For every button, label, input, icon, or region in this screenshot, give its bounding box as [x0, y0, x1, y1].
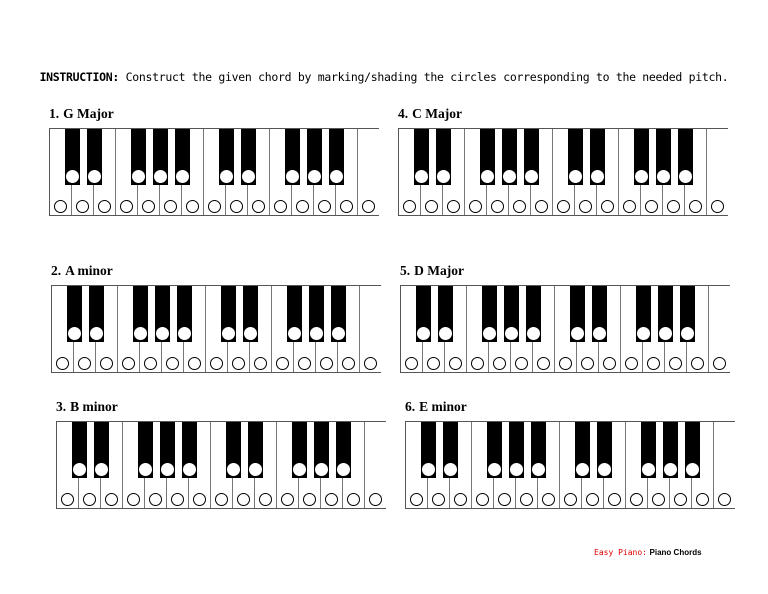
pitch-circle[interactable]	[505, 327, 518, 340]
pitch-circle[interactable]	[56, 357, 69, 370]
pitch-circle[interactable]	[447, 200, 460, 213]
pitch-circle[interactable]	[542, 493, 555, 506]
pitch-circle[interactable]	[608, 493, 621, 506]
chord-name: B minor	[70, 399, 118, 414]
pitch-circle[interactable]	[525, 170, 538, 183]
pitch-circle[interactable]	[591, 170, 604, 183]
pitch-circle[interactable]	[127, 493, 140, 506]
piano-keyboard	[51, 285, 381, 373]
pitch-circle[interactable]	[237, 493, 250, 506]
pitch-circle[interactable]	[164, 200, 177, 213]
pitch-circle[interactable]	[249, 463, 262, 476]
pitch-circle[interactable]	[142, 200, 155, 213]
pitch-circle[interactable]	[444, 463, 457, 476]
pitch-circle[interactable]	[481, 170, 494, 183]
pitch-circle[interactable]	[340, 200, 353, 213]
footer-brand: Easy Piano:	[594, 548, 647, 557]
pitch-circle[interactable]	[293, 463, 306, 476]
pitch-circle[interactable]	[288, 327, 301, 340]
black-key	[219, 129, 234, 185]
exercise-number: 2.	[51, 263, 62, 278]
pitch-circle[interactable]	[674, 493, 687, 506]
white-key	[714, 422, 736, 508]
pitch-circle[interactable]	[320, 357, 333, 370]
pitch-circle[interactable]	[642, 463, 655, 476]
pitch-circle[interactable]	[603, 357, 616, 370]
pitch-circle[interactable]	[576, 463, 589, 476]
black-key	[509, 422, 524, 478]
pitch-circle[interactable]	[296, 200, 309, 213]
black-key	[524, 129, 539, 185]
pitch-circle[interactable]	[718, 493, 731, 506]
pitch-circle[interactable]	[342, 357, 355, 370]
black-key	[575, 422, 590, 478]
pitch-circle[interactable]	[230, 200, 243, 213]
pitch-circle[interactable]	[664, 463, 677, 476]
black-key	[590, 129, 605, 185]
pitch-circle[interactable]	[713, 357, 726, 370]
pitch-circle[interactable]	[156, 327, 169, 340]
black-key	[89, 286, 104, 342]
black-key	[94, 422, 109, 478]
black-key	[241, 129, 256, 185]
exercise-number: 1.	[49, 106, 60, 121]
pitch-circle[interactable]	[679, 170, 692, 183]
pitch-circle[interactable]	[183, 463, 196, 476]
pitch-circle[interactable]	[652, 493, 665, 506]
black-key	[414, 129, 429, 185]
pitch-circle[interactable]	[171, 493, 184, 506]
piano-keyboard	[398, 128, 728, 216]
footer	[594, 548, 702, 557]
pitch-circle[interactable]	[215, 493, 228, 506]
black-key	[421, 422, 436, 478]
pitch-circle[interactable]	[132, 170, 145, 183]
pitch-circle[interactable]	[61, 493, 74, 506]
pitch-circle[interactable]	[623, 200, 636, 213]
pitch-circle[interactable]	[510, 463, 523, 476]
pitch-circle[interactable]	[635, 170, 648, 183]
pitch-circle[interactable]	[476, 493, 489, 506]
exercise-title	[49, 106, 114, 122]
pitch-circle[interactable]	[149, 493, 162, 506]
pitch-circle[interactable]	[657, 170, 670, 183]
black-key	[663, 422, 678, 478]
black-key	[436, 129, 451, 185]
pitch-circle[interactable]	[208, 200, 221, 213]
piano-keyboard	[400, 285, 730, 373]
black-key	[502, 129, 517, 185]
black-key	[314, 422, 329, 478]
white-key	[365, 422, 387, 508]
black-key	[504, 286, 519, 342]
pitch-circle[interactable]	[647, 357, 660, 370]
black-key	[678, 129, 693, 185]
pitch-circle[interactable]	[513, 200, 526, 213]
pitch-circle[interactable]	[598, 463, 611, 476]
pitch-circle[interactable]	[369, 493, 382, 506]
black-key	[680, 286, 695, 342]
pitch-circle[interactable]	[625, 357, 638, 370]
pitch-circle[interactable]	[659, 327, 672, 340]
pitch-circle[interactable]	[469, 200, 482, 213]
pitch-circle[interactable]	[83, 493, 96, 506]
pitch-circle[interactable]	[100, 357, 113, 370]
pitch-circle[interactable]	[90, 327, 103, 340]
pitch-circle[interactable]	[315, 463, 328, 476]
pitch-circle[interactable]	[637, 327, 650, 340]
pitch-circle[interactable]	[593, 327, 606, 340]
pitch-circle[interactable]	[483, 327, 496, 340]
black-key	[131, 129, 146, 185]
black-key	[177, 286, 192, 342]
chord-name: G Major	[63, 106, 114, 121]
pitch-circle[interactable]	[557, 200, 570, 213]
pitch-circle[interactable]	[691, 357, 704, 370]
black-key	[309, 286, 324, 342]
pitch-circle[interactable]	[520, 493, 533, 506]
pitch-circle[interactable]	[166, 357, 179, 370]
exercise-title	[405, 399, 467, 415]
black-key	[138, 422, 153, 478]
pitch-circle[interactable]	[120, 200, 133, 213]
pitch-circle[interactable]	[252, 200, 265, 213]
pitch-circle[interactable]	[427, 357, 440, 370]
pitch-circle[interactable]	[274, 200, 287, 213]
pitch-circle[interactable]	[686, 463, 699, 476]
black-key	[331, 286, 346, 342]
pitch-circle[interactable]	[696, 493, 709, 506]
pitch-circle[interactable]	[498, 493, 511, 506]
pitch-circle[interactable]	[449, 357, 462, 370]
black-key	[480, 129, 495, 185]
exercise-title	[56, 399, 118, 415]
pitch-circle[interactable]	[54, 200, 67, 213]
pitch-circle[interactable]	[405, 357, 418, 370]
pitch-circle[interactable]	[503, 170, 516, 183]
piano-keyboard	[405, 421, 735, 509]
black-key	[72, 422, 87, 478]
black-key	[65, 129, 80, 185]
white-key	[358, 129, 380, 215]
pitch-circle[interactable]	[139, 463, 152, 476]
piano-keyboard	[49, 128, 379, 216]
pitch-circle[interactable]	[259, 493, 272, 506]
white-key	[707, 129, 729, 215]
black-key	[226, 422, 241, 478]
pitch-circle[interactable]	[220, 170, 233, 183]
exercise-title	[51, 263, 113, 279]
pitch-circle[interactable]	[144, 357, 157, 370]
pitch-circle[interactable]	[488, 463, 501, 476]
pitch-circle[interactable]	[601, 200, 614, 213]
pitch-circle[interactable]	[711, 200, 724, 213]
pitch-circle[interactable]	[276, 357, 289, 370]
pitch-circle[interactable]	[437, 170, 450, 183]
pitch-circle[interactable]	[122, 357, 135, 370]
pitch-circle[interactable]	[410, 493, 423, 506]
black-key	[67, 286, 82, 342]
black-key	[329, 129, 344, 185]
instruction-label: INSTRUCTION:	[39, 70, 120, 84]
black-key	[155, 286, 170, 342]
pitch-circle[interactable]	[310, 327, 323, 340]
pitch-circle[interactable]	[244, 327, 257, 340]
pitch-circle[interactable]	[88, 170, 101, 183]
exercise-title	[398, 106, 462, 122]
black-key	[182, 422, 197, 478]
pitch-circle[interactable]	[68, 327, 81, 340]
pitch-circle[interactable]	[134, 327, 147, 340]
black-key	[685, 422, 700, 478]
pitch-circle[interactable]	[227, 463, 240, 476]
black-key	[133, 286, 148, 342]
footer-subtitle: Piano Chords	[649, 548, 702, 557]
black-key	[243, 286, 258, 342]
pitch-circle[interactable]	[362, 200, 375, 213]
pitch-circle[interactable]	[254, 357, 267, 370]
pitch-circle[interactable]	[493, 357, 506, 370]
black-key	[482, 286, 497, 342]
black-key	[597, 422, 612, 478]
pitch-circle[interactable]	[586, 493, 599, 506]
pitch-circle[interactable]	[537, 357, 550, 370]
black-key	[658, 286, 673, 342]
pitch-circle[interactable]	[681, 327, 694, 340]
black-key	[416, 286, 431, 342]
pitch-circle[interactable]	[347, 493, 360, 506]
pitch-circle[interactable]	[66, 170, 79, 183]
pitch-circle[interactable]	[308, 170, 321, 183]
pitch-circle[interactable]	[569, 170, 582, 183]
black-key	[487, 422, 502, 478]
pitch-circle[interactable]	[630, 493, 643, 506]
instruction-text: Construct the given chord by marking/shading the circles corresponding to the needed pitch.	[125, 70, 729, 84]
pitch-circle[interactable]	[432, 493, 445, 506]
black-key	[531, 422, 546, 478]
black-key	[160, 422, 175, 478]
exercise-number: 6.	[405, 399, 416, 414]
pitch-circle[interactable]	[298, 357, 311, 370]
pitch-circle[interactable]	[78, 357, 91, 370]
exercise-number: 5.	[400, 263, 411, 278]
black-key	[248, 422, 263, 478]
exercise-number: 4.	[398, 106, 409, 121]
pitch-circle[interactable]	[667, 200, 680, 213]
black-key	[592, 286, 607, 342]
pitch-circle[interactable]	[364, 357, 377, 370]
pitch-circle[interactable]	[303, 493, 316, 506]
pitch-circle[interactable]	[325, 493, 338, 506]
pitch-circle[interactable]	[527, 327, 540, 340]
black-key	[526, 286, 541, 342]
pitch-circle[interactable]	[417, 327, 430, 340]
pitch-circle[interactable]	[439, 327, 452, 340]
pitch-circle[interactable]	[281, 493, 294, 506]
exercise-number: 3.	[56, 399, 67, 414]
pitch-circle[interactable]	[330, 170, 343, 183]
black-key	[221, 286, 236, 342]
black-key	[285, 129, 300, 185]
pitch-circle[interactable]	[318, 200, 331, 213]
pitch-circle[interactable]	[422, 463, 435, 476]
pitch-circle[interactable]	[176, 170, 189, 183]
pitch-circle[interactable]	[415, 170, 428, 183]
pitch-circle[interactable]	[645, 200, 658, 213]
black-key	[570, 286, 585, 342]
pitch-circle[interactable]	[161, 463, 174, 476]
black-key	[636, 286, 651, 342]
exercise-title	[400, 263, 464, 279]
pitch-circle[interactable]	[337, 463, 350, 476]
black-key	[153, 129, 168, 185]
pitch-circle[interactable]	[178, 327, 191, 340]
pitch-circle[interactable]	[188, 357, 201, 370]
black-key	[87, 129, 102, 185]
black-key	[656, 129, 671, 185]
pitch-circle[interactable]	[559, 357, 572, 370]
instruction	[0, 70, 768, 84]
black-key	[287, 286, 302, 342]
black-key	[336, 422, 351, 478]
black-key	[634, 129, 649, 185]
pitch-circle[interactable]	[105, 493, 118, 506]
pitch-circle[interactable]	[193, 493, 206, 506]
pitch-circle[interactable]	[222, 327, 235, 340]
pitch-circle[interactable]	[332, 327, 345, 340]
pitch-circle[interactable]	[471, 357, 484, 370]
white-key	[709, 286, 731, 372]
chord-name: E minor	[419, 399, 467, 414]
pitch-circle[interactable]	[571, 327, 584, 340]
black-key	[292, 422, 307, 478]
pitch-circle[interactable]	[425, 200, 438, 213]
black-key	[568, 129, 583, 185]
pitch-circle[interactable]	[210, 357, 223, 370]
black-key	[641, 422, 656, 478]
pitch-circle[interactable]	[403, 200, 416, 213]
pitch-circle[interactable]	[286, 170, 299, 183]
pitch-circle[interactable]	[98, 200, 111, 213]
white-key	[360, 286, 382, 372]
pitch-circle[interactable]	[564, 493, 577, 506]
black-key	[175, 129, 190, 185]
pitch-circle[interactable]	[76, 200, 89, 213]
pitch-circle[interactable]	[515, 357, 528, 370]
pitch-circle[interactable]	[242, 170, 255, 183]
pitch-circle[interactable]	[669, 357, 682, 370]
pitch-circle[interactable]	[579, 200, 592, 213]
pitch-circle[interactable]	[232, 357, 245, 370]
piano-keyboard	[56, 421, 386, 509]
pitch-circle[interactable]	[95, 463, 108, 476]
pitch-circle[interactable]	[154, 170, 167, 183]
pitch-circle[interactable]	[73, 463, 86, 476]
chord-name: A minor	[65, 263, 113, 278]
pitch-circle[interactable]	[535, 200, 548, 213]
pitch-circle[interactable]	[491, 200, 504, 213]
pitch-circle[interactable]	[454, 493, 467, 506]
chord-name: D Major	[414, 263, 464, 278]
black-key	[438, 286, 453, 342]
pitch-circle[interactable]	[186, 200, 199, 213]
pitch-circle[interactable]	[689, 200, 702, 213]
pitch-circle[interactable]	[532, 463, 545, 476]
black-key	[443, 422, 458, 478]
pitch-circle[interactable]	[581, 357, 594, 370]
black-key	[307, 129, 322, 185]
chord-name: C Major	[412, 106, 462, 121]
